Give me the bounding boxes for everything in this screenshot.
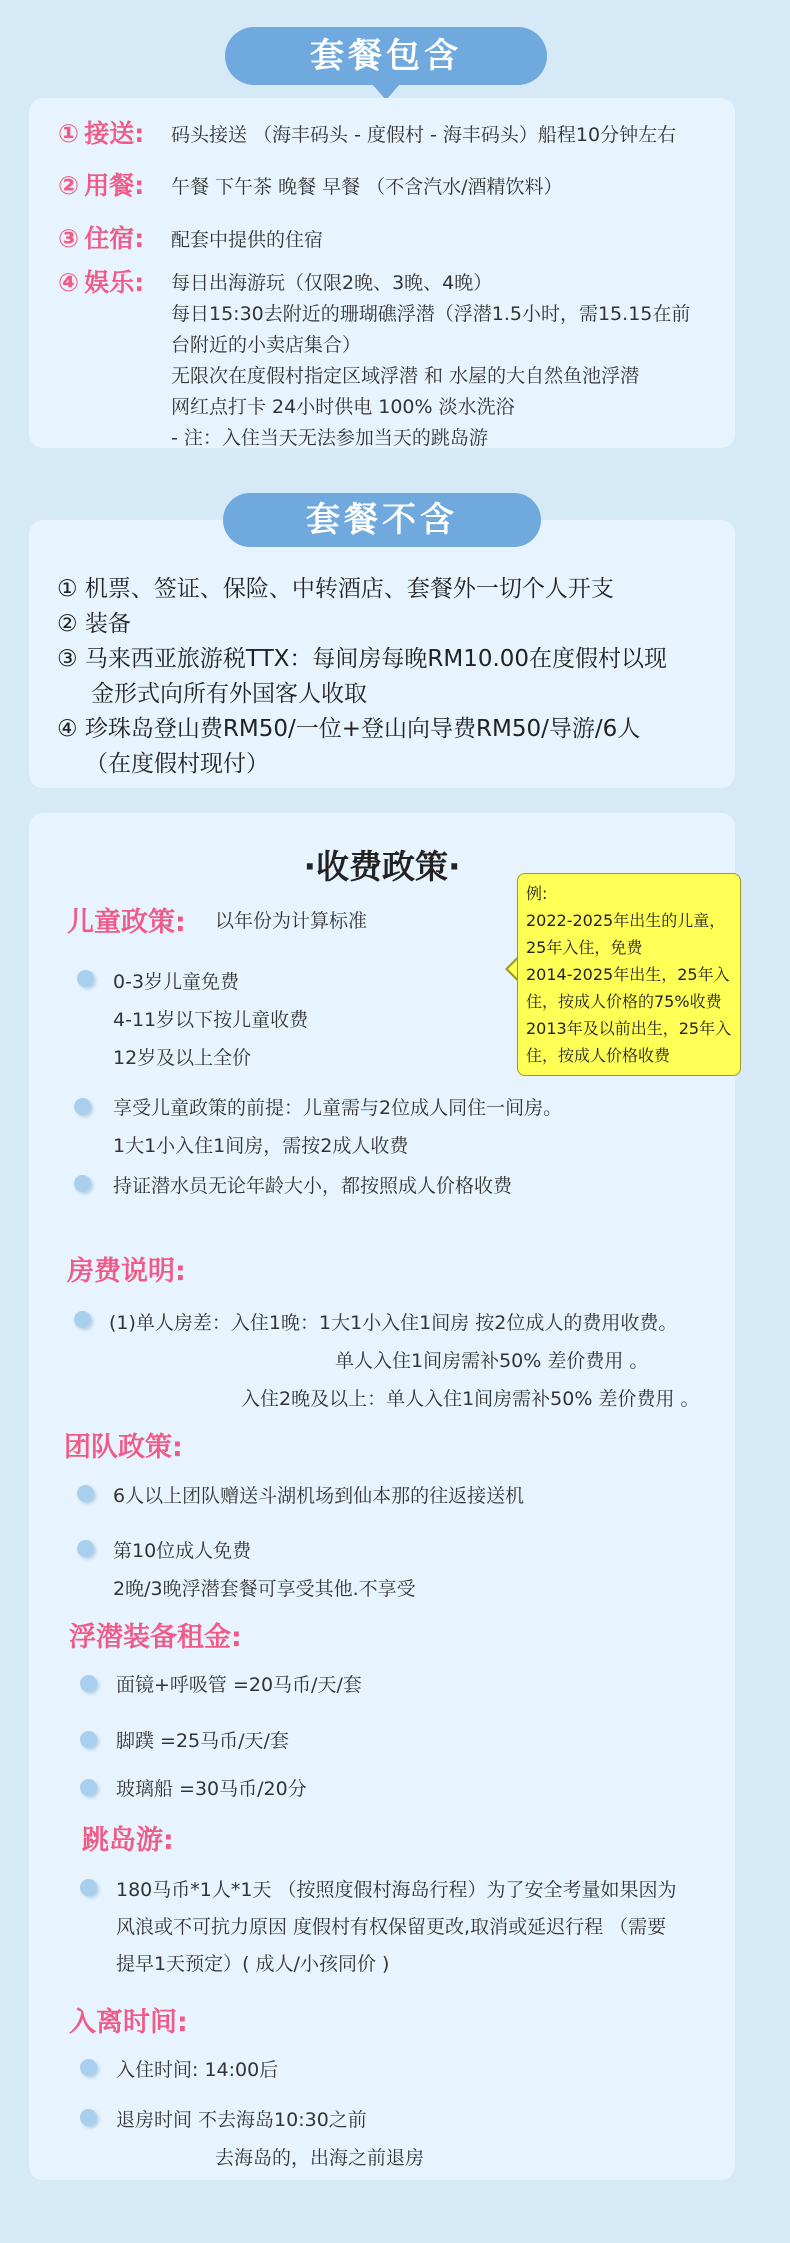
room-line: 单人入住1间房需补50% 差价费用 。 xyxy=(335,1350,649,1372)
bullet-dot xyxy=(80,1731,97,1748)
excluded-line: 金形式向所有外国客人收取 xyxy=(91,681,367,707)
note-line: 2022-2025年出生的儿童， xyxy=(526,911,726,930)
room-line: (1)单人房差：入住1晚：1大1小入住1间房 按2位成人的费用收费。 xyxy=(109,1312,678,1334)
room-title: 房费说明: xyxy=(67,1256,186,1287)
excluded-line: ① 机票、签证、保险、中转酒店、套餐外一切个人开支 xyxy=(57,576,614,602)
bullet-dot xyxy=(77,1485,94,1502)
island-line: 180马币*1人*1天 （按照度假村海岛行程）为了安全考量如果因为 xyxy=(116,1879,677,1901)
included-title-pill xyxy=(225,27,547,85)
policy-title: ·收费政策· xyxy=(303,847,461,886)
included-item-num: ④ xyxy=(58,268,80,297)
bullet-dot xyxy=(74,1311,91,1328)
included-card xyxy=(29,98,735,448)
excluded-title-pill xyxy=(223,493,541,547)
checkout-time: 去海岛的，出海之前退房 xyxy=(215,2147,425,2169)
child-rule: 4-11岁以下按儿童收费 xyxy=(113,1009,309,1031)
included-fun-note: - 注：入住当天无法参加当天的跳岛游 xyxy=(171,427,488,449)
bullet-dot xyxy=(80,1675,97,1692)
included-fun-line: 每日出海游玩（仅限2晚、3晚、4晚） xyxy=(171,272,493,294)
excluded-title: 套餐不含 xyxy=(306,500,458,540)
included-item-text: 配套中提供的住宿 xyxy=(171,229,324,251)
included-item-text: 午餐 下午茶 晚餐 早餐 （不含汽水/酒精饮料） xyxy=(171,176,563,198)
bullet-dot xyxy=(80,1879,97,1896)
note-line: 25年入住，免费 xyxy=(526,938,643,957)
note-line: 2013年及以前出生，25年入 xyxy=(526,1019,732,1038)
included-item-stay xyxy=(58,219,144,255)
bullet-dot xyxy=(80,1779,97,1796)
group-line: 2晚/3晚浮潜套餐可享受其他.不享受 xyxy=(113,1578,416,1600)
included-fun-line: 网红点打卡 24小时供电 100% 淡水洗浴 xyxy=(171,396,515,418)
child-rule: 1大1小入住1间房，需按2成人收费 xyxy=(113,1135,409,1157)
island-title: 跳岛游: xyxy=(82,1825,174,1856)
included-item-num: ③ xyxy=(58,224,80,253)
included-item-label: 娱乐: xyxy=(84,268,145,297)
group-line: 第10位成人免费 xyxy=(113,1540,252,1562)
checkin-time: 入住时间: 14:00后 xyxy=(116,2059,279,2081)
room-line: 入住2晚及以上：单人入住1间房需补50% 差价费用 。 xyxy=(241,1388,700,1410)
bullet-dot xyxy=(80,2059,97,2076)
bullet-dot xyxy=(77,970,94,987)
excluded-line: ② 装备 xyxy=(57,611,131,637)
child-rule: 享受儿童政策的前提：儿童需与2位成人同住一间房。 xyxy=(113,1097,563,1119)
included-item-fun xyxy=(58,263,144,299)
checkout-time: 退房时间 不去海岛10:30之前 xyxy=(116,2109,367,2131)
bullet-dot xyxy=(77,1540,94,1557)
note-line: 住，按成人价格收费 xyxy=(526,1046,671,1065)
bullet-dot xyxy=(80,2109,97,2126)
included-item-label: 接送: xyxy=(84,119,145,148)
included-item-label: 用餐: xyxy=(84,171,145,200)
included-item-label: 住宿: xyxy=(84,224,145,253)
gear-item: 脚蹼 =25马币/天/套 xyxy=(116,1730,289,1752)
included-title: 套餐包含 xyxy=(310,36,462,76)
child-rule: 持证潜水员无论年龄大小，都按照成人价格收费 xyxy=(113,1175,513,1197)
included-fun-line: 每日15:30去附近的珊瑚礁浮潜（浮潜1.5小时，需15.15在前 xyxy=(171,303,691,325)
child-rule: 12岁及以上全价 xyxy=(113,1047,252,1069)
policy-card xyxy=(29,813,735,2180)
island-line: 风浪或不可抗力原因 度假村有权保留更改,取消或延迟行程 （需要 xyxy=(116,1916,667,1938)
island-line: 提早1天预定）( 成人/小孩同价 ) xyxy=(116,1953,390,1975)
included-item-transfer xyxy=(58,114,144,150)
included-fun-line: 无限次在度假村指定区域浮潜 和 水屋的大自然鱼池浮潜 xyxy=(171,365,640,387)
included-item-num: ① xyxy=(58,119,80,148)
gear-item: 面镜+呼吸管 =20马币/天/套 xyxy=(116,1674,362,1696)
excluded-line: （在度假村现付） xyxy=(85,751,269,777)
child-policy-title: 儿童政策: xyxy=(67,907,186,938)
included-item-text: 码头接送 （海丰码头 - 度假村 - 海丰码头）船程10分钟左右 xyxy=(171,124,677,146)
included-item-num: ② xyxy=(58,171,80,200)
note-line: 例: xyxy=(526,884,548,903)
note-line: 住，按成人价格的75%收费 xyxy=(526,992,722,1011)
bullet-dot xyxy=(74,1098,91,1115)
included-item-meals xyxy=(58,166,144,202)
included-fun-line: 台附近的小卖店集合） xyxy=(171,334,362,356)
checkin-title: 入离时间: xyxy=(69,2007,188,2038)
child-example-note xyxy=(517,873,741,1076)
bullet-dot xyxy=(74,1175,91,1192)
excluded-line: ③ 马来西亚旅游税TTX：每间房每晚RM10.00在度假村以现 xyxy=(57,646,668,672)
excluded-line: ④ 珍珠岛登山费RM50/一位+登山向导费RM50/导游/6人 xyxy=(57,716,641,742)
child-policy-subtitle: 以年份为计算标准 xyxy=(215,910,368,932)
group-line: 6人以上团队赠送斗湖机场到仙本那的往返接送机 xyxy=(113,1485,525,1507)
gear-item: 玻璃船 =30马币/20分 xyxy=(116,1778,307,1800)
group-title: 团队政策: xyxy=(64,1432,183,1463)
note-line: 2014-2025年出生，25年入 xyxy=(526,965,730,984)
excluded-card xyxy=(29,520,735,788)
gear-title: 浮潜装备租金: xyxy=(69,1622,242,1653)
child-rule: 0-3岁儿童免费 xyxy=(113,971,240,993)
